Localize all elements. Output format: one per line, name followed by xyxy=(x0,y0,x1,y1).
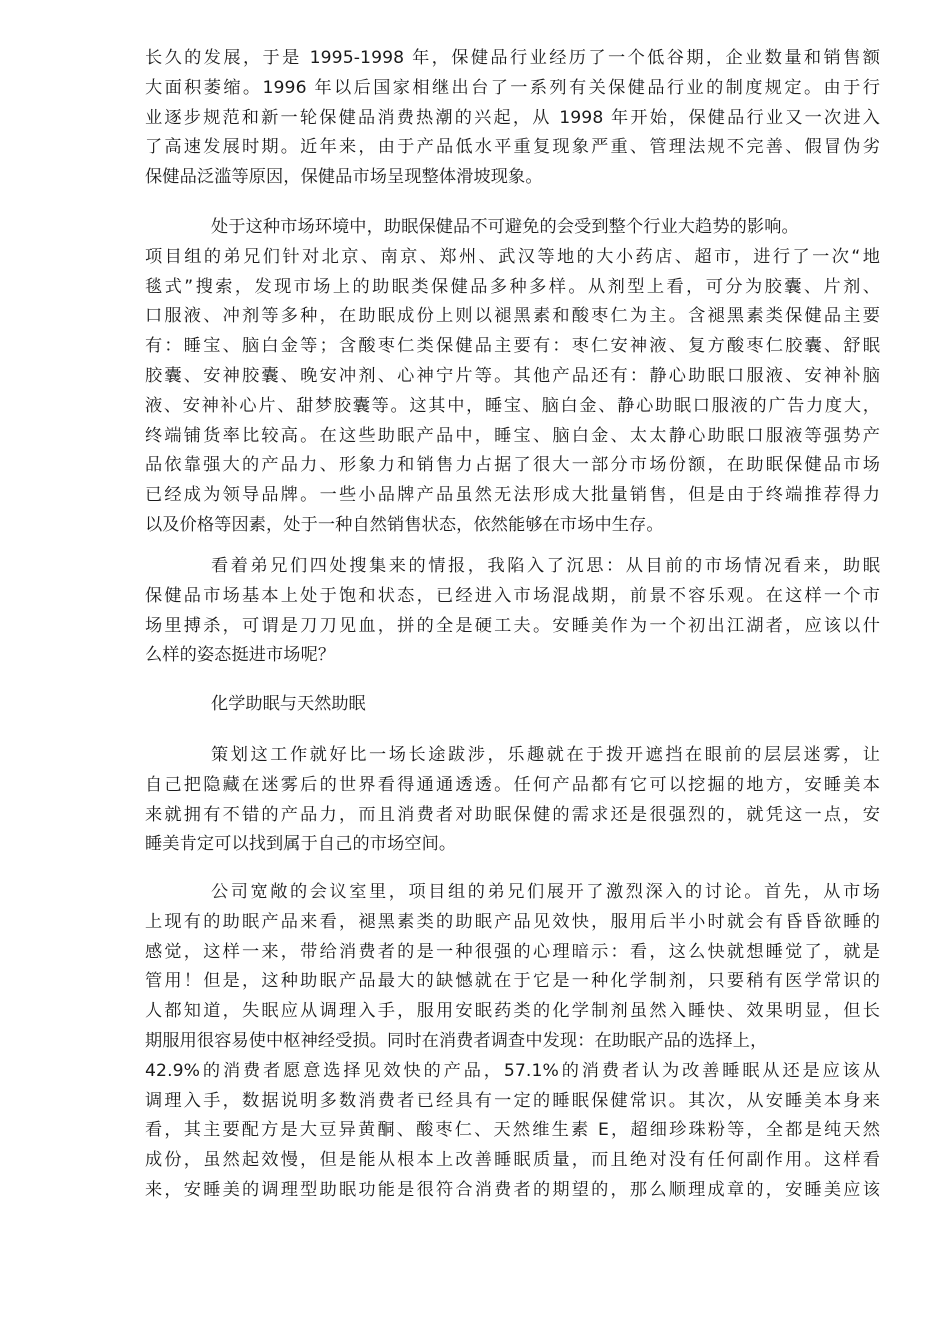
text-line: 以及价格等因素，处于一种自然销售状态，依然能够在市场中生存。 xyxy=(145,514,664,535)
text-line: 感觉，这样一来，带给消费者的是一种很强的心理暗示：看，这么快就想睡觉了，就是 xyxy=(145,941,880,962)
text-line: 上现有的助眠产品来看，褪黑素类的助眠产品见效快，服用后半小时就会有昏昏欲睡的 xyxy=(145,911,880,932)
text-line: 业逐步规范和新一轮保健品消费热潮的兴起，从 1998 年开始，保健品行业又一次进入 xyxy=(145,107,880,128)
text-line: 终端铺货率比较高。在这些助眠产品中，睡宝、脑白金、太太静心助眠口服液等强势产 xyxy=(145,425,880,446)
text-line: 期服用很容易使中枢神经受损。同时在消费者调查中发现：在助眠产品的选择上， xyxy=(145,1030,768,1051)
text-line: 睡美肯定可以找到属于自己的市场空间。 xyxy=(145,834,457,855)
text-line: 42.9%的消费者愿意选择见效快的产品，57.1%的消费者认为改善睡眠从还是应该从 xyxy=(145,1060,880,1081)
text-line: 液、安神补心片、甜梦胶囊等。这其中，睡宝、脑白金、静心助眠口服液的广告力度大， xyxy=(145,395,880,416)
paragraph-planning xyxy=(145,741,880,860)
text-line: 保健品市场基本上处于饱和状态，已经进入市场混战期，前景不容乐观。在这样一个市 xyxy=(145,585,880,606)
text-line: 管用！但是，这种助眠产品最大的缺憾就在于它是一种化学制剂，只要稍有医学常识的 xyxy=(145,971,880,992)
text-line: 看，其主要配方是大豆异黄酮、酸枣仁、天然维生素 E，超细珍珠粉等，全都是纯天然 xyxy=(145,1120,880,1141)
text-line: 人都知道，失眠应从调理入手，服用安眠药类的化学制剂虽然入睡快、效果明显，但长 xyxy=(145,1001,880,1022)
text-line: 大面积萎缩。1996 年以后国家相继出台了一系列有关保健品行业的制度规定。由于行 xyxy=(145,77,880,98)
text-line: 保健品泛滥等原因，保健品市场呈现整体滑坡现象。 xyxy=(145,167,543,188)
paragraph-reflection xyxy=(145,552,880,671)
text-line: 了高速发展时期。近年来，由于产品低水平重复现象严重、管理法规不完善、假冒伪劣 xyxy=(145,137,880,158)
paragraph-industry-history xyxy=(145,44,880,193)
text-line: 胶囊、安神胶囊、晚安冲剂、心神宁片等。其他产品还有：静心助眠口服液、安神补脑 xyxy=(145,365,880,386)
paragraph-discussion xyxy=(145,878,880,1206)
section-heading: 化学助眠与天然助眠 xyxy=(211,694,366,714)
text-line: 来就拥有不错的产品力，而且消费者对助眠保健的需求还是很强烈的，就凭这一点，安 xyxy=(145,804,880,825)
text-line: 公司宽敞的会议室里，项目组的弟兄们展开了激烈深入的讨论。首先，从市场 xyxy=(211,882,880,902)
text-line: 么样的姿态挺进市场呢？ xyxy=(145,645,336,666)
text-line: 处于这种市场环境中，助眠保健品不可避免的会受到整个行业大趋势的影响。 xyxy=(211,217,799,237)
text-line: 看着弟兄们四处搜集来的情报，我陷入了沉思：从目前的市场情况看来，助眠 xyxy=(211,556,880,576)
text-line: 有：睡宝、脑白金等；含酸枣仁类保健品主要有：枣仁安神液、复方酸枣仁胶囊、舒眠 xyxy=(145,336,880,357)
text-line: 自己把隐藏在迷雾后的世界看得通通透透。任何产品都有它可以挖掘的地方，安睡美本 xyxy=(145,774,880,795)
text-line: 策划这工作就好比一场长途跋涉，乐趣就在于拨开遮挡在眼前的层层迷雾，让 xyxy=(211,745,880,765)
text-line: 长久的发展，于是 1995-1998 年，保健品行业经历了一个低谷期，企业数量和销售额 xyxy=(145,48,880,68)
text-line: 口服液、冲剂等多种，在助眠成份上则以褪黑素和酸枣仁为主。含褪黑素类保健品主要 xyxy=(145,306,880,327)
text-line: 成份，虽然起效慢，但是能从根本上改善睡眠质量，而且绝对没有任何副作用。这样看 xyxy=(145,1150,880,1171)
text-line: 毯式”搜索，发现市场上的助眠类保健品多种多样。从剂型上看，可分为胶囊、片剂、 xyxy=(145,276,880,297)
text-line: 来，安睡美的调理型助眠功能是很符合消费者的期望的，那么顺理成章的，安睡美应该 xyxy=(145,1179,880,1200)
text-line: 已经成为领导品牌。一些小品牌产品虽然无法形成大批量销售，但是由于终端推荐得力 xyxy=(145,485,880,506)
text-line: 项目组的弟兄们针对北京、南京、郑州、武汉等地的大小药店、超市，进行了一次“地 xyxy=(145,246,880,267)
text-line: 品依靠强大的产品力、形象力和销售力占据了很大一部分市场份额，在助眠保健品市场 xyxy=(145,455,880,476)
text-line: 场里搏杀，可谓是刀刀见血，拼的全是硬工夫。安睡美作为一个初出江湖者，应该以什 xyxy=(145,615,880,636)
text-line: 调理入手，数据说明多数消费者已经具有一定的睡眠保健常识。其次，从安睡美本身来 xyxy=(145,1090,880,1111)
paragraph-market-survey xyxy=(145,213,880,541)
